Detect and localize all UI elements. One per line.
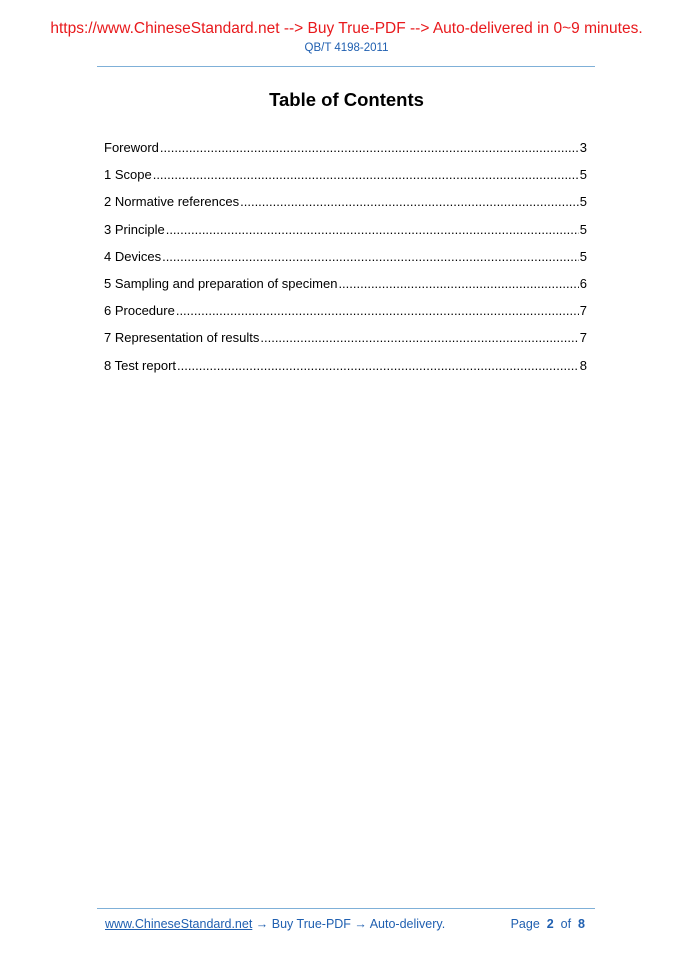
toc-entry-test-report[interactable]: [104, 358, 587, 385]
toc-entry-foreword[interactable]: [104, 140, 587, 167]
toc-entry-normative-references[interactable]: [104, 194, 587, 221]
toc-dot-leader: [162, 249, 579, 264]
toc-entry-page: 3: [579, 140, 587, 155]
page-indicator: [511, 917, 585, 931]
current-page-number: 2: [546, 917, 554, 931]
toc-entry-procedure[interactable]: [104, 303, 587, 330]
toc-entry-label: 8 Test report: [104, 357, 177, 373]
toc-dot-leader: [240, 194, 579, 209]
toc-entry-label: 5 Sampling and preparation of specimen: [104, 275, 338, 291]
toc-entry-page: 7: [579, 303, 587, 319]
toc-dot-leader: [177, 358, 579, 373]
toc-entry-label: 1 Scope: [104, 167, 152, 183]
toc-dot-leader: [153, 167, 579, 182]
toc-entry-page: 5: [579, 221, 587, 237]
toc-entry-sampling[interactable]: [104, 276, 587, 303]
footer-promo: [105, 917, 445, 931]
toc-entry-label: 6 Procedure: [104, 303, 175, 319]
toc-entry-label: 3 Principle: [104, 221, 165, 237]
toc-dot-leader: [160, 140, 579, 155]
toc-entry-page: 5: [579, 194, 587, 210]
toc-dot-leader: [166, 222, 579, 237]
header-divider: [97, 66, 595, 67]
toc-entry-representation[interactable]: [104, 330, 587, 357]
toc-entry-page: 5: [579, 248, 587, 264]
toc-list: [104, 140, 587, 385]
toc-title: Table of Contents: [269, 89, 424, 110]
toc-entry-page: 8: [579, 357, 587, 373]
toc-dot-leader: [260, 330, 578, 345]
toc-entry-page: 5: [579, 167, 587, 183]
toc-dot-leader: [176, 303, 579, 318]
toc-entry-label: 4 Devices: [104, 248, 162, 264]
page-word: Page: [510, 917, 540, 931]
standard-code: QB/T 4198-2011: [304, 42, 389, 54]
toc-entry-page: 7: [579, 330, 587, 346]
toc-entry-scope[interactable]: [104, 167, 587, 194]
toc-entry-label: 7 Representation of results: [104, 330, 260, 346]
top-banner[interactable]: https://www.ChineseStandard.net --> Buy True-PDF --> Auto-delivered in 0~9 minutes.: [50, 20, 643, 37]
total-pages-number: 8: [578, 917, 585, 931]
footer-divider: [97, 908, 595, 909]
footer-site-link[interactable]: www.ChineseStandard.net: [105, 917, 253, 931]
toc-dot-leader: [338, 276, 578, 291]
toc-entry-page: 6: [579, 275, 587, 291]
footer-tagline: → Buy True-PDF → Auto-delivery.: [252, 917, 446, 931]
toc-entry-principle[interactable]: [104, 222, 587, 249]
toc-entry-devices[interactable]: [104, 249, 587, 276]
of-word: of: [560, 917, 572, 931]
toc-entry-label: Foreword: [104, 140, 159, 155]
toc-entry-label: 2 Normative references: [104, 194, 240, 210]
